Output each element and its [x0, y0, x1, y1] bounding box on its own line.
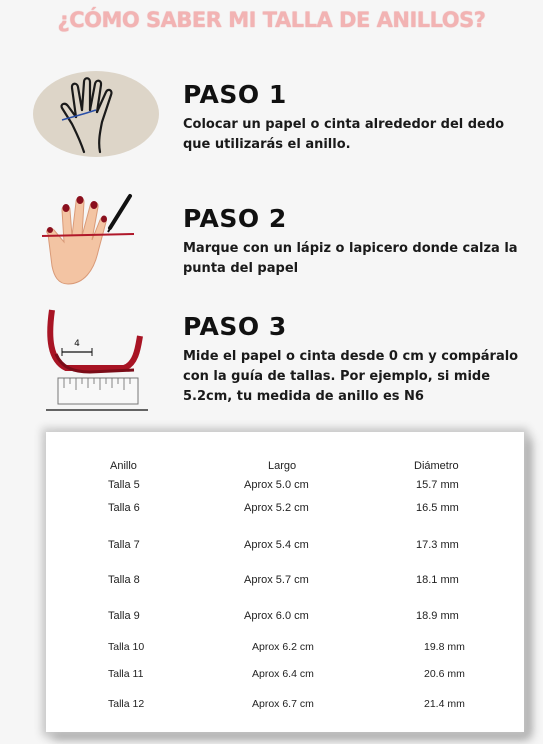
step-3-heading: PASO 3: [183, 312, 287, 341]
step-1-heading: PASO 1: [183, 80, 287, 109]
step-2: [183, 204, 528, 279]
page-title: ¿CÓMO SABER MI TALLA DE ANILLOS?: [57, 8, 486, 32]
step-2-text: Marque con un lápiz o lapicero donde calza la punta del papel: [183, 241, 518, 276]
table-row: [46, 668, 524, 686]
size-cell: Talla 12: [108, 698, 145, 710]
ring-ruler-icon: [44, 298, 154, 416]
diameter-cell: 17.3 mm: [416, 539, 459, 551]
length-cell: Aprox 6.0 cm: [244, 610, 309, 622]
table-row: [46, 610, 524, 628]
table-row: [46, 479, 524, 497]
size-cell: Talla 7: [108, 539, 140, 551]
diameter-cell: 18.9 mm: [416, 610, 459, 622]
diameter-cell: 21.4 mm: [424, 698, 465, 710]
diameter-cell: 20.6 mm: [424, 668, 465, 680]
length-cell: Aprox 6.4 cm: [252, 668, 314, 680]
length-cell: Aprox 6.2 cm: [252, 641, 314, 653]
diameter-cell: 18.1 mm: [416, 574, 459, 586]
header-largo: Largo: [268, 460, 297, 472]
length-cell: Aprox 5.4 cm: [244, 539, 309, 551]
header-anillo: Anillo: [110, 460, 137, 472]
table-row: [46, 641, 524, 659]
diameter-cell: 19.8 mm: [424, 641, 465, 653]
hand-outline-icon: [32, 70, 160, 158]
step-1-text: Colocar un papel o cinta alrededor del dedo que utilizarás el anillo.: [183, 117, 505, 152]
diameter-cell: 15.7 mm: [416, 479, 459, 491]
table-row: [46, 539, 524, 557]
header-diametro: Diámetro: [414, 460, 459, 472]
size-cell: Talla 8: [108, 574, 140, 586]
size-cell: Talla 10: [108, 641, 145, 653]
size-cell: Talla 6: [108, 502, 140, 514]
length-cell: Aprox 5.2 cm: [244, 502, 309, 514]
table-row: [46, 502, 524, 520]
table-row: [46, 698, 524, 716]
length-cell: Aprox 5.7 cm: [244, 574, 309, 586]
step-3: [183, 312, 533, 407]
length-cell: Aprox 6.7 cm: [252, 698, 314, 710]
size-cell: Talla 9: [108, 610, 140, 622]
step-1: [183, 80, 528, 155]
table-row: [46, 574, 524, 592]
size-cell: Talla 11: [108, 668, 144, 680]
step-3-text: Mide el papel o cinta desde 0 cm y compáralo con la guía de tallas. Por ejemplo, si mide 5.2cm, tu medida de anillo es N6: [183, 349, 519, 404]
table-header: [46, 460, 524, 478]
hand-pen-icon: [38, 190, 138, 290]
diameter-cell: 16.5 mm: [416, 502, 459, 514]
ring-label: 4: [74, 339, 80, 349]
step-2-heading: PASO 2: [183, 204, 287, 233]
length-cell: Aprox 5.0 cm: [244, 479, 309, 491]
size-cell: Talla 5: [108, 479, 140, 491]
size-table: [46, 432, 524, 732]
